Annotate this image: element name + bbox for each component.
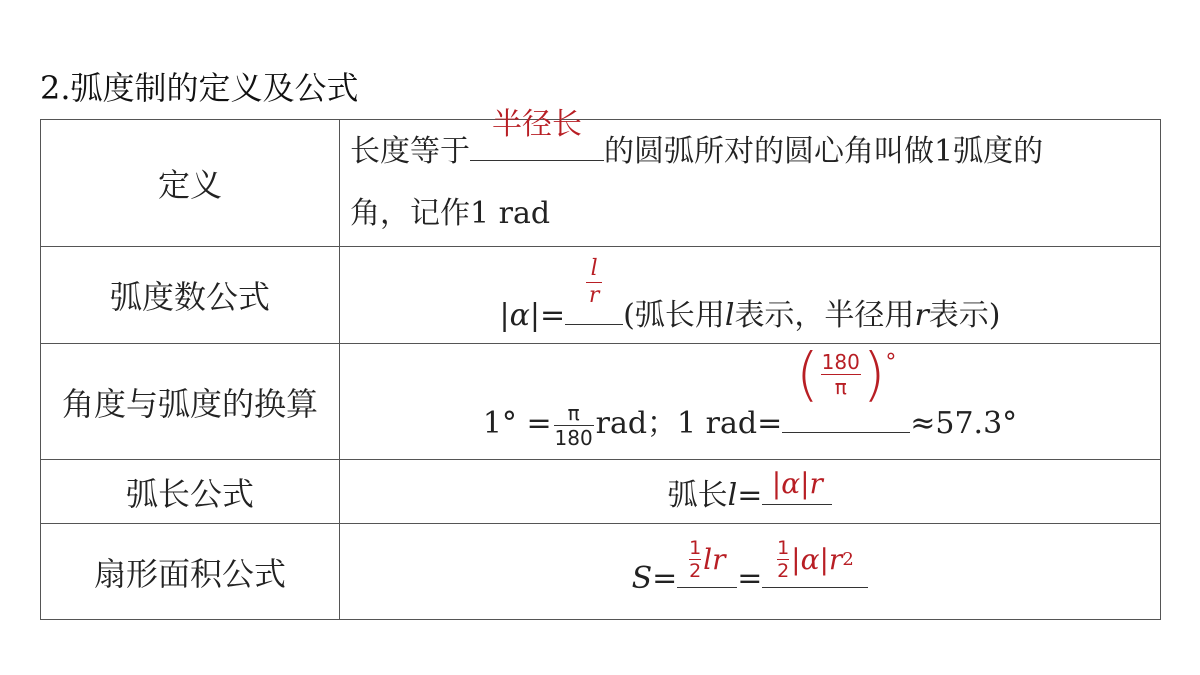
definition-text-after: 的圆弧所对的圆心角叫做1弧度的: [604, 134, 1044, 169]
conversion-equals: =: [526, 406, 552, 442]
radian-lhs: |α|=: [499, 298, 566, 333]
row-label-definition: 定义: [41, 120, 340, 247]
row-label-sector-area: 扇形面积公式: [41, 524, 340, 620]
sector-eq-2: =: [737, 561, 763, 596]
definition-answer: 半径长: [492, 107, 582, 142]
conversion-answer-num: 180: [821, 349, 860, 374]
sector-area-cell: [340, 524, 1161, 620]
radian-note-a: (弧长用: [623, 298, 725, 333]
conversion-frac-den: 180: [554, 425, 593, 450]
radian-note-b: 表示，半径用: [734, 298, 915, 333]
sector-half-num-2: 1: [777, 537, 790, 559]
sector-answer-2: [762, 538, 868, 581]
definition-blank: [470, 107, 604, 161]
sector-answer-1: [677, 538, 737, 581]
arc-answer: |α|r: [771, 466, 823, 500]
row-label-conversion: 角度与弧度的换算: [41, 344, 340, 460]
radian-formula-cell: [340, 247, 1161, 344]
radian-answer-numerator: l: [590, 256, 598, 281]
sector-answer-2-core: |α|r: [791, 543, 843, 576]
table-row: [41, 460, 1161, 524]
sector-blank-1: [677, 537, 737, 588]
radian-note-c: 表示): [928, 298, 1001, 333]
table-row: [41, 524, 1161, 620]
radian-blank: [565, 256, 623, 325]
definition-text-before: 长度等于: [350, 134, 470, 169]
conversion-answer: ( $\frac{180}{\pi}$ ) °: [796, 340, 897, 409]
formula-table: [40, 107, 1161, 620]
radian-answer-denominator: r: [588, 283, 600, 308]
table-row: [41, 120, 1161, 247]
sector-answer-2-exp: 2: [842, 549, 854, 570]
arc-length-cell: [340, 460, 1161, 524]
definition-cell: [340, 107, 1161, 247]
table-row: [41, 247, 1161, 344]
conversion-tail: ≈57.3°: [910, 406, 1018, 442]
sector-half-den-2: 2: [777, 560, 790, 582]
arc-lhs-text: 弧长: [667, 477, 728, 513]
conversion-answer-den: π: [834, 374, 847, 399]
sector-lhs-s: S: [631, 561, 653, 596]
conversion-fraction: [554, 402, 594, 449]
sector-half-den-1: 2: [689, 560, 702, 582]
conversion-mid: rad；1 rad=: [595, 406, 783, 442]
arc-lhs-l: l: [727, 477, 738, 513]
row-label-radian-formula: 弧度数公式: [41, 247, 340, 344]
table-row: [41, 344, 1161, 460]
row-label-arc-length: 弧长公式: [41, 460, 340, 524]
radian-note-l: l: [724, 298, 735, 333]
section-title: 2.弧度制的定义及公式: [40, 69, 359, 107]
sector-blank-2: [762, 537, 868, 588]
conversion-degree: 1°: [482, 406, 517, 442]
sector-answer-1-text: lr: [703, 543, 726, 576]
radian-answer-fraction: [565, 257, 623, 308]
conversion-blank: [782, 340, 910, 433]
sector-eq-1: =: [652, 561, 678, 596]
conversion-frac-num: π: [567, 400, 580, 425]
definition-line2: 角，记作1 rad: [350, 196, 551, 231]
arc-blank: [762, 466, 832, 505]
arc-lhs-eq: =: [737, 477, 763, 513]
conversion-cell: [340, 340, 1161, 460]
radian-note-r: r: [914, 298, 929, 333]
sector-half-num-1: 1: [689, 537, 702, 559]
conversion-answer-degree: °: [885, 350, 897, 376]
